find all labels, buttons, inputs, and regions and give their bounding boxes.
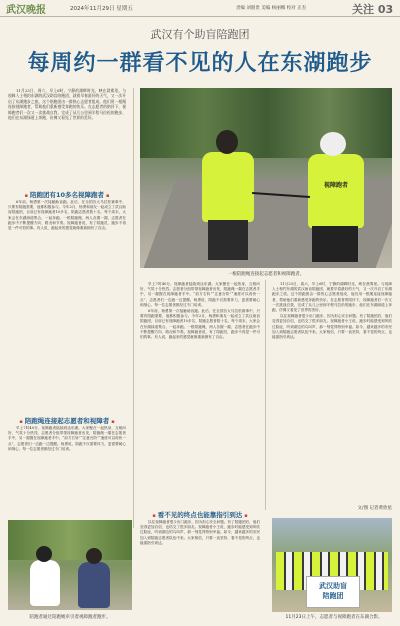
- section-3-body: [140, 520, 260, 620]
- column-divider-right: [265, 280, 266, 510]
- banner-text-line1: 武汉助盲: [319, 582, 347, 590]
- bottom-left-caption: 陪跑者通过陪跑绳牵引着视障跑者跑步。: [29, 615, 111, 620]
- lead-paragraph: [8, 88, 126, 188]
- bottom-left-volunteer-head: [36, 546, 52, 562]
- bottom-right-photo: [272, 518, 392, 612]
- runner-shorts: [312, 226, 358, 262]
- issue-date: 2024年11月29日 星期五: [70, 6, 133, 12]
- main-photo: [140, 88, 392, 268]
- section-title: 关注 03: [352, 3, 394, 16]
- main-photo-caption: 一根陪跑绳连接起志愿者和视障跑者。: [227, 272, 305, 277]
- bottom-left-photo: [8, 520, 132, 610]
- shirt-label: 视障跑者: [323, 182, 348, 189]
- editor-credits: 责编 刘朋贵 美编 杨丽娜 校对 正杰: [236, 6, 307, 11]
- volunteer-head: [216, 130, 238, 154]
- runner-cap: [320, 132, 346, 156]
- masthead: [0, 0, 400, 17]
- article-headline: 每周约一群看不见的人在东湖跑步: [27, 51, 373, 76]
- right-column-text: [272, 282, 392, 504]
- bottom-left-runner-head: [86, 548, 102, 564]
- section-2-body: [8, 426, 126, 518]
- section-2-heading: ▪ 陪跑绳连接起志愿者和视障者 ▪: [8, 416, 126, 425]
- bottom-left-runner: [78, 562, 110, 608]
- right-column-paragraph-2: 以往视障跑者很少出门跑步，因为担心安全问题。有了陪跑团后，他们变得更加自信，也结交了很多朋友。视障跑者小王说，跑步时能感受到风吹过脸庞，听到湖边的鸟叫声，那一刻觉得特别幸福。如今，越来越多的市民加入到陪跑志愿者队伍中来。大家相信，只要一直坚持，看不见的终点，也能靠指引到达。: [272, 314, 392, 340]
- middle-column-text: [140, 282, 260, 504]
- bottom-right-caption: 11月23日上午，志愿者与视障跑者在东湖合影。: [285, 615, 383, 620]
- section-3-text: 以往视障跑者很少出门跑步，因为担心安全问题。有了陪跑团后，他们变得更加自信，也结交了很多朋友。视障跑者小王说，跑步时能感受到风吹过脸庞，听到湖边的鸟叫声，那一刻觉得特别幸福。如今，越来越多的市民加入到陪跑志愿者队伍中来。大家相信，只要一直坚持，看不见的终点，也能靠指引到达。: [140, 520, 260, 545]
- column-divider: [133, 88, 134, 528]
- middle-column-paragraph: 早上7时40分，视障跑者陆续到达东湖。大家聚在一起热身，互相问好，气氛十分热烈。志愿者分组带领视障跑者出发，陪跑绳一端在志愿者手中，另一端握在视障跑者手中。“前方右转”“注意台阶”“速度可以再快一点”，志愿者们一边跑一边提醒。杨勇说，陪跑不仅需要体力，更需要耐心和细心，每一位志愿者都经过专门培训。: [140, 282, 260, 307]
- newspaper-logo: 武汉晚报: [6, 5, 46, 16]
- bottom-left-tree: [8, 520, 132, 560]
- visually-impaired-runner: [308, 154, 364, 228]
- section-3-heading: ▪ 看不见的终点也能靠指引到达 ▪: [140, 510, 260, 519]
- right-column-paragraph: 11月23日，周六，早上6时，宁静的湖畔时光，映在晨雾里。与视障人士相约东湖的武汉助盲陪跑团，就着早春最好的天气，又一次开启了东湖跑步之旅。这个陪跑团由一群热心志愿者组成，他们用一根绳连接视障跑者，帮助他们重新感受奔跑的快乐。在志愿者的陪伴下，视障跑者们一次又一次挑战自我，完成了从几公里到半程马拉松的跑步，他们在东湖绿道上奔跑，仿佛又看见了世界的美好。: [272, 282, 392, 313]
- volunteer-runner: [202, 152, 254, 222]
- trees-background: [140, 88, 392, 158]
- section-2-text: 早上7时40分，视障跑者陆续到达东湖。大家聚在一起热身，互相问好，气氛十分热烈。志愿者分组带领视障跑者出发，陪跑绳一端在志愿者手中，另一端握在视障跑者手中。“前方右转”“注意台阶”“速度可以再快一点”，志愿者们一边跑一边提醒。杨勇说，陪跑不仅需要体力，更需要耐心和细心，每一位志愿者都经过专门培训。: [8, 426, 126, 451]
- article-kicker: 武汉有个助盲陪跑团: [150, 28, 250, 41]
- group-banner: [306, 576, 360, 608]
- section-1-body: [8, 200, 126, 410]
- section-1-text: 6年前，杨勇第一次接触助盲跑。此后，在全国各大马拉松赛事中，只要有陪跑需要，他都积极参与。今年2月，杨勇和朋友一起成立了武汉助盲陪跑团，目前已有视障跑者10多名、陪跑志愿者数十名。每个周末，大家会在东湖绿道集合，一起奔跑。一根陪跑绳，两人各握一端，志愿者在跑步中不断提醒方向、路况和节奏。视障跑者说，有了陪跑员，跑步不再是一件可怕的事。有人说，跑起来的感觉就像重新拥有了自由。: [8, 200, 126, 231]
- banner-text-line2: 陪跑团: [322, 592, 344, 600]
- volunteer-legs: [208, 220, 248, 260]
- middle-column-paragraph-2: 6年前，杨勇第一次接触助盲跑。此后，在全国各大马拉松赛事中，只要有陪跑需要，他都积极参与。今年2月，杨勇和朋友一起成立了武汉助盲陪跑团，目前已有视障跑者10多名、陪跑志愿者数十名。每个周末，大家会在东湖绿道集合，一起奔跑。一根陪跑绳，两人各握一端，志愿者在跑步中不断提醒方向、路况和节奏。视障跑者说，有了陪跑员，跑步不再是一件可怕的事。有人说，跑起来的感觉就像重新拥有了自由。: [140, 309, 260, 340]
- lead-text: 11月23日，周六，早上6时，宁静的湖畔时光，映在晨雾里。与视障人士相约东湖的武汉助盲陪跑团，就着早春最好的天气，又一次开启了东湖跑步之旅。这个陪跑团由一群热心志愿者组成，他们用一根绳连接视障跑者，帮助他们重新感受奔跑的快乐。在志愿者的陪伴下，视障跑者们一次又一次挑战自我，完成了从几公里到半程马拉松的跑步，他们在东湖绿道上奔跑，仿佛又看见了世界的美好。: [8, 88, 126, 121]
- section-1-heading: ▪ 陪跑团有10多名视障跑者 ▪: [8, 190, 126, 199]
- bottom-left-volunteer: [30, 560, 60, 606]
- byline: 文/图 记者黄欣星: [357, 506, 392, 511]
